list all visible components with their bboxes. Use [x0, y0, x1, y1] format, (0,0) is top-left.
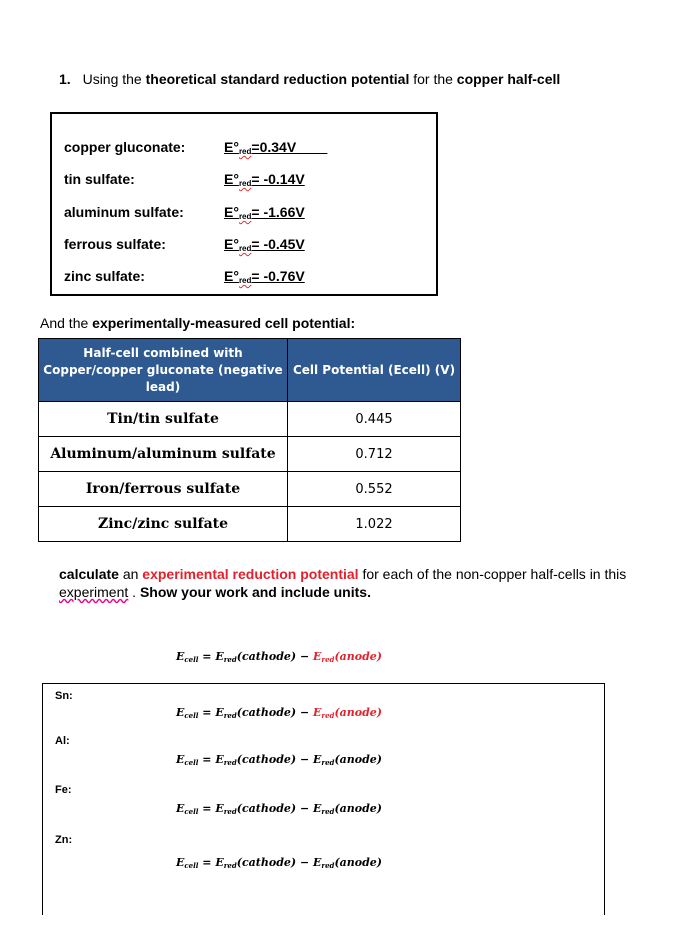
work-label-sn: Sn: — [55, 690, 73, 702]
potential-value: $E^\circ_{red}=0.34V\_\_\_\_$ — [224, 139, 328, 156]
potential-label: copper gluconate: — [64, 139, 186, 155]
potential-value: $E^\circ_{red}= -1.66V$ — [224, 204, 305, 221]
work-formula-sn: Ecell = Ered(cathode) − Ered(anode) — [176, 706, 382, 720]
potential-label: ferrous sulfate: — [64, 236, 166, 252]
table-header-halfcell: Half-cell combined with Copper/copper gluconate (negative lead) — [39, 339, 288, 402]
table-row — [39, 507, 461, 542]
table-cell-value: 0.445 — [288, 402, 461, 437]
potential-label: aluminum sulfate: — [64, 204, 184, 220]
table-header-row — [39, 339, 461, 402]
question-text — [59, 71, 560, 87]
table-row — [39, 437, 461, 472]
potential-label: tin sulfate: — [64, 171, 135, 187]
question-text-b: theoretical standard reduction potential — [145, 71, 410, 87]
work-label-al: Al: — [55, 735, 70, 747]
potential-value: $E^\circ_{red}= -0.45V$ — [224, 236, 305, 253]
question-text-d: copper half-cell — [456, 71, 561, 87]
intro-2-a: And the — [40, 315, 93, 331]
table-cell-name: Iron/ferrous sulfate — [39, 472, 288, 507]
table-cell-value: 0.552 — [288, 472, 461, 507]
question-text-a: Using the — [82, 71, 146, 87]
instruction-c: experimental reduction potential — [142, 566, 359, 582]
table-cell-name: Tin/tin sulfate — [39, 402, 288, 437]
potential-label: zinc sulfate: — [64, 268, 145, 284]
intro-2 — [40, 315, 355, 331]
instruction-b: an — [118, 566, 143, 582]
table-cell-value: 0.712 — [288, 437, 461, 472]
potential-value: $E^\circ_{red}= -0.76V$ — [224, 268, 305, 285]
table-cell-name: Zinc/zinc sulfate — [39, 507, 288, 542]
table-row — [39, 472, 461, 507]
work-formula-fe: Ecell = Ered(cathode) − Ered(anode) — [176, 802, 382, 816]
instruction-d: for each of the non-copper half-cells in this — [358, 566, 627, 582]
cell-potential-table — [38, 338, 461, 542]
work-label-zn: Zn: — [55, 834, 73, 846]
instruction-f: . — [128, 584, 140, 600]
table-cell-name: Aluminum/aluminum sulfate — [39, 437, 288, 472]
question-text-c: for the — [409, 71, 457, 87]
table-header-potential: Cell Potential (Ecell) (V) — [288, 339, 461, 402]
work-label-fe: Fe: — [55, 784, 72, 796]
instruction-a: calculate — [59, 566, 119, 582]
question-number: 1. — [59, 71, 71, 87]
instruction-g: Show your work and include units. — [139, 584, 371, 600]
standard-potentials-box — [50, 112, 438, 296]
work-formula-al: Ecell = Ered(cathode) − Ered(anode) — [176, 753, 382, 767]
potential-value: $E^\circ_{red}= -0.14V$ — [224, 171, 305, 188]
intro-2-b: experimentally-measured cell potential: — [92, 315, 356, 331]
instruction-text — [59, 565, 659, 601]
reference-formula: Ecell = Ered(cathode) − Ered(anode) — [176, 650, 382, 664]
instruction-e: experiment — [59, 584, 129, 600]
work-formula-zn: Ecell = Ered(cathode) − Ered(anode) — [176, 856, 382, 870]
table-row — [39, 402, 461, 437]
table-cell-value: 1.022 — [288, 507, 461, 542]
